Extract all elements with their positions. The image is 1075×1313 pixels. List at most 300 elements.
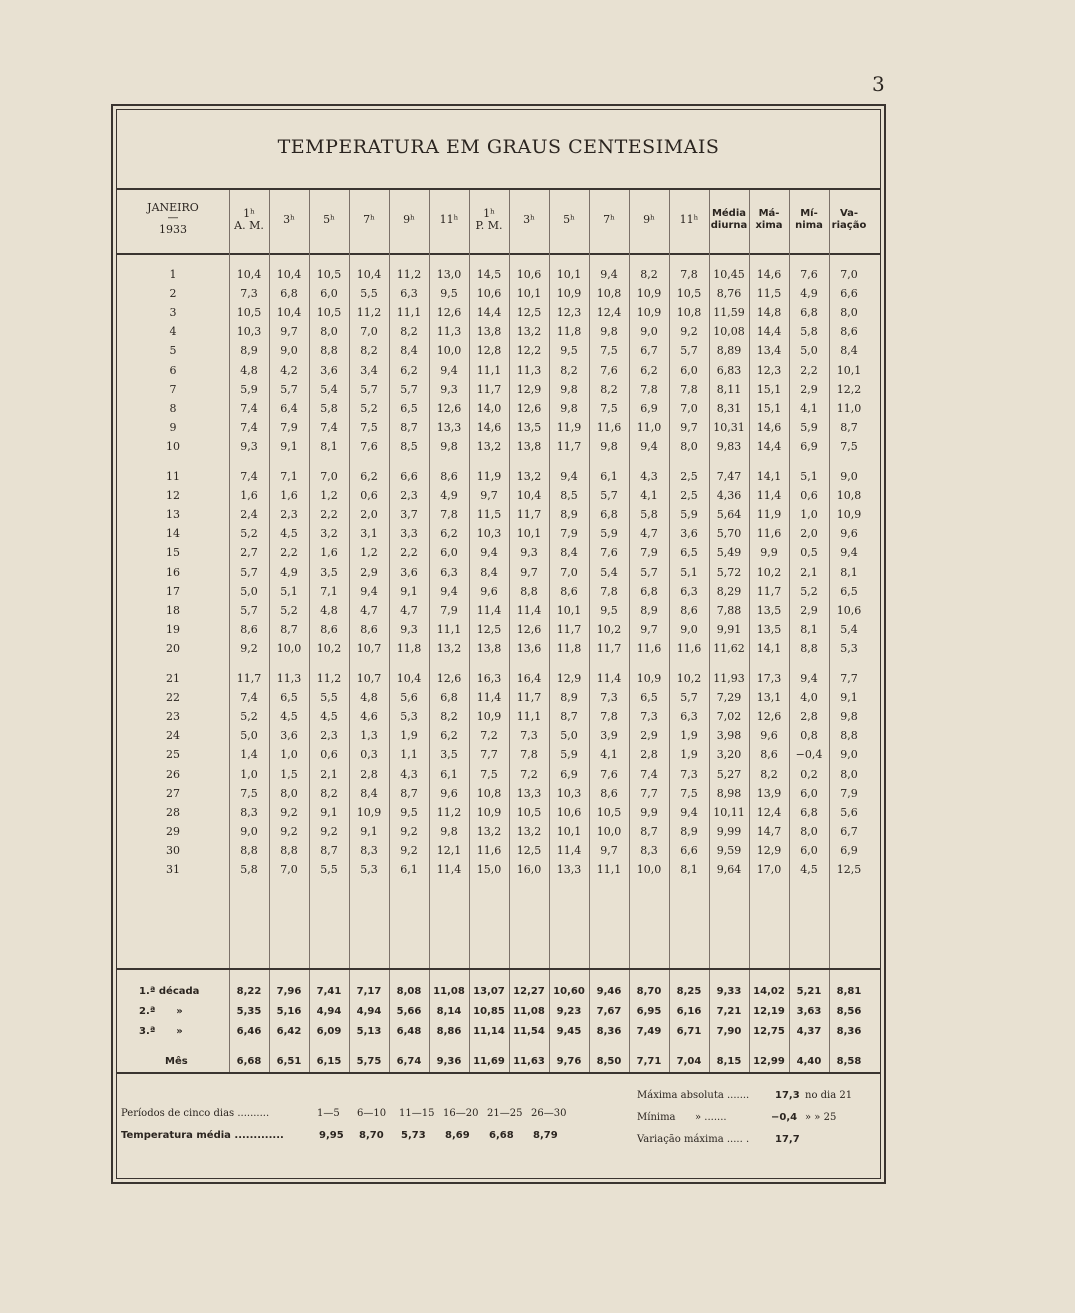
table-cell: 7,6	[800, 268, 818, 281]
table-cell: 7,6	[600, 767, 618, 781]
table-cell: 14,6	[756, 420, 782, 434]
table-cell: 9,0	[840, 748, 858, 762]
table-cell: 8,2	[320, 786, 338, 800]
table-cell: 4,3	[400, 767, 418, 781]
table-cell: 12,6	[516, 622, 542, 636]
table-cell: 7,2	[480, 729, 498, 743]
table-cell: 5,64	[716, 508, 742, 522]
table-cell: 5,7	[680, 691, 698, 705]
table-cell: 9,8	[560, 401, 578, 415]
table-cell: 4,2	[280, 363, 298, 377]
table-cell: 2,2	[400, 546, 418, 560]
table-cell: 11,2	[396, 268, 422, 281]
table-cell: 6,0	[680, 363, 698, 377]
table-cell: 2,2	[800, 363, 818, 377]
table-cell: 13,1	[756, 691, 782, 705]
day-label: 27	[166, 786, 180, 800]
table-cell: 2,0	[360, 508, 378, 522]
table-cell: 8,6	[320, 622, 338, 636]
table-cell: 10,7	[356, 672, 382, 685]
summary-cell: 6,68	[236, 1056, 262, 1067]
table-cell: 10,8	[476, 786, 502, 800]
table-cell: 11,9	[476, 470, 502, 483]
table-cell: 9,7	[600, 843, 618, 857]
table-cell: 6,1	[440, 767, 458, 781]
table-cell: 9,5	[440, 287, 458, 301]
table-cell: 0,2	[800, 767, 818, 781]
table-cell: 13,8	[516, 439, 542, 453]
table-cell: 7,0	[320, 470, 338, 483]
table-cell: 13,9	[756, 786, 782, 800]
table-cell: 13,5	[756, 603, 782, 617]
table-cell: 13,2	[476, 824, 502, 838]
table-cell: 11,9	[556, 420, 582, 434]
table-cell: 5,2	[800, 584, 818, 598]
table-cell: 6,7	[640, 344, 658, 358]
month-label: JANEIRO	[147, 201, 199, 214]
table-cell: 11,3	[276, 672, 302, 685]
table-cell: 11,1	[476, 363, 502, 377]
table-cell: 11,4	[596, 672, 622, 685]
day-label: 7	[169, 382, 177, 396]
table-cell: 11,1	[396, 306, 422, 320]
table-cell: 0,8	[800, 729, 818, 743]
table-cell: 12,5	[836, 863, 862, 876]
day-label: 15	[166, 546, 180, 560]
table-cell: 11,4	[476, 691, 502, 705]
table-cell: 6,0	[800, 786, 818, 800]
table-cell: 13,2	[436, 641, 462, 655]
table-cell: 8,7	[400, 420, 418, 434]
table-cell: 5,2	[240, 527, 258, 541]
summary-cell: 11,69	[473, 1056, 505, 1067]
table-cell: 3,4	[360, 363, 378, 377]
table-cell: 9,8	[560, 382, 578, 396]
table-cell: 6,6	[400, 470, 418, 483]
table-cell: 12,6	[436, 306, 462, 320]
period-mean-temp: 9,95	[319, 1130, 344, 1141]
table-cell: 4,0	[800, 691, 818, 705]
table-cell: 6,2	[360, 470, 378, 483]
table-cell: 9,0	[280, 344, 298, 358]
table-cell: 4,5	[280, 710, 298, 724]
table-cell: 6,0	[800, 843, 818, 857]
table-cell: 0,5	[800, 546, 818, 560]
table-cell: 6,0	[440, 546, 458, 560]
hour-header: 5ʰ	[563, 213, 575, 226]
table-cell: 10,45	[713, 268, 745, 281]
table-cell: 5,5	[320, 691, 338, 705]
table-cell: 14,8	[756, 306, 782, 320]
table-cell: 5,9	[680, 508, 698, 522]
table-cell: 11,6	[636, 641, 662, 655]
table-cell: 9,7	[680, 420, 698, 434]
month-row-label: Mês	[165, 1056, 188, 1067]
table-cell: 4,1	[600, 748, 618, 762]
table-cell: 8,8	[840, 729, 858, 743]
period-mean-temp: 8,69	[445, 1130, 470, 1141]
table-cell: 9,7	[280, 325, 298, 339]
year-label: 1933	[159, 223, 187, 236]
table-cell: 5,4	[840, 622, 858, 636]
table-cell: 10,0	[596, 824, 622, 838]
table-cell: 10,8	[596, 287, 622, 301]
table-cell: 6,3	[680, 584, 698, 598]
table-cell: 1,1	[400, 748, 418, 762]
table-cell: 9,2	[320, 824, 338, 838]
table-cell: 3,20	[716, 748, 742, 762]
table-cell: 12,4	[596, 306, 622, 320]
hour-header: 5ʰ	[323, 213, 335, 226]
table-cell: 8,7	[280, 622, 298, 636]
table-cell: 13,5	[516, 420, 542, 434]
summary-cell: 8,22	[236, 986, 262, 997]
table-cell: 5,0	[800, 344, 818, 358]
table-cell: 0,3	[360, 748, 378, 762]
table-cell: 7,4	[240, 691, 258, 705]
table-cell: 8,4	[360, 786, 378, 800]
table-cell: 3,9	[600, 729, 618, 743]
table-cell: 5,1	[800, 470, 818, 483]
table-cell: 3,2	[320, 527, 338, 541]
table-cell: 6,9	[800, 439, 818, 453]
table-cell: 9,6	[840, 527, 858, 541]
table-cell: 5,1	[680, 565, 698, 579]
table-cell: 9,5	[560, 344, 578, 358]
day-label: 30	[166, 843, 180, 857]
table-cell: 4,3	[640, 470, 658, 483]
table-cell: 6,0	[320, 287, 338, 301]
summary-cell: 6,42	[276, 1026, 302, 1037]
table-cell: 5,49	[716, 546, 742, 560]
table-cell: 10,0	[636, 863, 662, 876]
day-label: 31	[166, 863, 180, 876]
day-label: 16	[166, 565, 180, 579]
summary-separator	[117, 968, 880, 970]
table-cell: 14,0	[476, 401, 502, 415]
table-cell: 9,5	[400, 805, 418, 819]
table-cell: 10,9	[476, 805, 502, 819]
table-cell: 4,9	[800, 287, 818, 301]
table-cell: 11,7	[596, 641, 622, 655]
table-title: TEMPERATURA EM GRAUS CENTESIMAIS	[277, 136, 720, 158]
table-cell: 2,5	[680, 470, 698, 483]
table-cell: 11,0	[836, 401, 862, 415]
table-cell: 8,4	[560, 546, 578, 560]
table-cell: 9,8	[600, 439, 618, 453]
temperatura-media-label: Temperatura média .............	[121, 1130, 284, 1141]
table-cell: 7,5	[840, 439, 858, 453]
summary-cell: 7,21	[716, 1006, 742, 1017]
table-cell: 5,6	[840, 805, 858, 819]
period-mean-temp: 5,73	[401, 1130, 426, 1141]
table-cell: 5,0	[240, 729, 258, 743]
table-cell: 10,1	[556, 603, 582, 617]
summary-cell: 9,45	[556, 1026, 582, 1037]
table-cell: 12,6	[756, 710, 782, 724]
table-cell: 9,4	[440, 363, 458, 377]
table-cell: 11,5	[756, 287, 782, 301]
table-cell: 10,6	[516, 268, 542, 281]
table-cell: 2,4	[240, 508, 258, 522]
table-cell: 10,0	[436, 344, 462, 358]
table-cell: 11,2	[436, 805, 462, 819]
table-cell: 9,1	[360, 824, 378, 838]
table-cell: 12,6	[436, 401, 462, 415]
table-cell: 1,9	[680, 748, 698, 762]
min-label: Mínima	[637, 1112, 676, 1123]
table-cell: 8,0	[280, 786, 298, 800]
summary-cell: 5,35	[236, 1006, 262, 1017]
table-cell: 6,8	[800, 805, 818, 819]
table-cell: 7,7	[480, 748, 498, 762]
table-cell: 8,5	[400, 439, 418, 453]
table-cell: 5,7	[240, 603, 258, 617]
table-cell: 6,4	[280, 401, 298, 415]
table-cell: 8,9	[680, 824, 698, 838]
table-cell: 10,5	[316, 268, 342, 281]
table-cell: 5,7	[640, 565, 658, 579]
summary-cell: 6,48	[396, 1026, 422, 1037]
hour-header: 9ʰ	[643, 213, 655, 226]
table-cell: 5,2	[240, 710, 258, 724]
table-cell: 12,9	[756, 843, 782, 857]
table-cell: 4,6	[360, 710, 378, 724]
table-cell: 11,8	[396, 641, 422, 655]
table-cell: 9,9	[640, 805, 658, 819]
summary-cell: 7,96	[276, 986, 302, 997]
table-cell: 6,3	[440, 565, 458, 579]
table-cell: 5,5	[320, 863, 338, 876]
table-cell: 3,98	[716, 729, 742, 743]
table-cell: 3,6	[400, 565, 418, 579]
table-cell: 5,6	[400, 691, 418, 705]
table-cell: 10,5	[596, 805, 622, 819]
table-cell: 7,8	[680, 268, 698, 281]
var-value: 17,7	[775, 1134, 800, 1145]
table-cell: 9,7	[640, 622, 658, 636]
table-cell: 7,3	[680, 767, 698, 781]
day-label: 25	[166, 748, 180, 762]
table-cell: 6,5	[280, 691, 298, 705]
table-cell: 8,2	[560, 363, 578, 377]
day-label: 24	[166, 729, 180, 743]
table-cell: 11,7	[556, 622, 582, 636]
table-cell: 7,5	[600, 401, 618, 415]
table-cell: 1,0	[280, 748, 298, 762]
summary-cell: 3,63	[796, 1006, 822, 1017]
table-cell: 12,3	[756, 363, 782, 377]
minima-header: nima	[795, 220, 823, 231]
table-cell: 10,6	[476, 287, 502, 301]
table-cell: 5,7	[400, 382, 418, 396]
table-cell: 10,4	[236, 268, 262, 281]
max-abs-day: no dia 21	[805, 1090, 853, 1101]
table-cell: 2,9	[800, 603, 818, 617]
table-cell: 4,5	[800, 863, 818, 876]
table-cell: −0,4	[795, 748, 823, 762]
table-cell: 6,2	[440, 729, 458, 743]
table-cell: 6,1	[600, 470, 618, 483]
table-cell: 5,0	[240, 584, 258, 598]
table-cell: 8,6	[760, 748, 778, 762]
table-cell: 9,6	[480, 584, 498, 598]
table-cell: 8,1	[840, 565, 858, 579]
table-cell: 7,5	[240, 786, 258, 800]
table-cell: 7,8	[640, 382, 658, 396]
table-cell: 8,3	[360, 843, 378, 857]
table-cell: 11,4	[436, 863, 462, 876]
table-cell: 7,8	[600, 584, 618, 598]
table-cell: 4,7	[400, 603, 418, 617]
table-cell: 11,7	[516, 508, 542, 522]
table-cell: 14,4	[756, 325, 782, 339]
table-cell: 8,1	[680, 863, 698, 876]
summary-cell: 4,37	[796, 1026, 822, 1037]
table-cell: 11,2	[356, 306, 382, 320]
summary-cell: 4,94	[356, 1006, 382, 1017]
hour-header: P. M.	[475, 219, 503, 232]
period-range: 16—20	[443, 1108, 479, 1119]
table-cell: 7,47	[716, 470, 742, 483]
table-cell: 13,2	[476, 439, 502, 453]
table-cell: 11,6	[676, 641, 702, 655]
table-cell: 12,9	[516, 382, 542, 396]
day-label: 23	[166, 710, 180, 724]
table-cell: 11,59	[713, 306, 745, 320]
table-cell: 17,3	[756, 672, 782, 685]
summary-cell: 9,36	[436, 1056, 462, 1067]
table-cell: 4,7	[360, 603, 378, 617]
table-cell: 9,8	[840, 710, 858, 724]
summary-cell: 11,63	[513, 1056, 545, 1067]
table-cell: 3,6	[280, 729, 298, 743]
table-cell: 7,02	[716, 710, 742, 724]
table-cell: 11,4	[476, 603, 502, 617]
table-cell: 11,62	[713, 641, 745, 655]
table-cell: 6,9	[560, 767, 578, 781]
table-cell: 9,8	[600, 325, 618, 339]
decade-label: 3.ª »	[139, 1026, 183, 1037]
variacao-header: Va-	[839, 208, 859, 219]
table-cell: 7,0	[360, 325, 378, 339]
table-cell: 6,3	[680, 710, 698, 724]
table-cell: 8,2	[400, 325, 418, 339]
table-cell: 10,3	[236, 325, 262, 339]
table-cell: 10,2	[676, 672, 702, 685]
table-cell: 9,3	[240, 439, 258, 453]
period-mean-temp: 8,70	[359, 1130, 384, 1141]
table-cell: 7,6	[600, 363, 618, 377]
table-cell: 13,2	[516, 824, 542, 838]
summary-cell: 10,60	[553, 986, 585, 997]
day-label: 10	[166, 439, 180, 453]
table-cell: 16,0	[516, 863, 542, 876]
table-cell: 5,8	[800, 325, 818, 339]
table-cell: 5,4	[600, 565, 618, 579]
table-cell: 9,59	[716, 843, 742, 857]
day-label: 13	[166, 508, 180, 522]
day-label: 29	[166, 824, 180, 838]
max-abs-value: 17,3	[775, 1090, 800, 1101]
table-cell: 8,8	[520, 584, 538, 598]
table-cell: 6,8	[440, 691, 458, 705]
table-cell: 1,4	[240, 748, 258, 762]
summary-cell: 8,36	[596, 1026, 622, 1037]
table-cell: 1,0	[240, 767, 258, 781]
hour-header: 7ʰ	[363, 213, 375, 226]
table-cell: 7,4	[320, 420, 338, 434]
table-cell: 8,9	[560, 691, 578, 705]
table-cell: 8,8	[240, 843, 258, 857]
summary-cell: 9,76	[556, 1056, 582, 1067]
day-label: 17	[166, 584, 180, 598]
table-cell: 6,9	[640, 401, 658, 415]
table-cell: 6,5	[680, 546, 698, 560]
period-range: 21—25	[487, 1108, 523, 1119]
day-label: 20	[166, 641, 180, 655]
table-cell: 9,6	[440, 786, 458, 800]
summary-cell: 8,25	[676, 986, 702, 997]
table-cell: 14,6	[476, 420, 502, 434]
table-cell: 10,4	[356, 268, 382, 281]
summary-cell: 14,02	[753, 986, 785, 997]
table-cell: 10,5	[516, 805, 542, 819]
minima-header: Mí-	[800, 208, 818, 219]
variacao-header: riação	[831, 220, 867, 231]
table-cell: 8,9	[240, 344, 258, 358]
table-cell: 9,9	[760, 546, 778, 560]
table-cell: 9,5	[600, 603, 618, 617]
table-cell: 3,5	[440, 748, 458, 762]
day-label: 21	[166, 672, 180, 685]
table-cell: 4,8	[360, 691, 378, 705]
table-cell: 5,3	[360, 863, 378, 876]
table-cell: 13,2	[516, 470, 542, 483]
table-cell: 10,1	[556, 824, 582, 838]
table-cell: 6,5	[840, 584, 858, 598]
table-cell: 11,3	[436, 325, 462, 339]
period-range: 26—30	[531, 1108, 567, 1119]
table-cell: 4,1	[640, 489, 658, 503]
table-cell: 6,8	[600, 508, 618, 522]
table-cell: 14,1	[756, 641, 782, 655]
summary-cell: 8,58	[836, 1056, 862, 1067]
day-label: 8	[169, 401, 177, 415]
table-cell: 9,0	[240, 824, 258, 838]
day-label: 2	[169, 287, 177, 301]
table-cell: 2,8	[800, 710, 818, 724]
table-cell: 15,1	[756, 382, 782, 396]
table-cell: 5,7	[680, 344, 698, 358]
summary-cell: 4,40	[796, 1056, 822, 1067]
table-cell: 12,3	[556, 306, 582, 320]
table-cell: 9,91	[716, 622, 742, 636]
table-cell: 11,7	[476, 382, 502, 396]
table-cell: 7,9	[560, 527, 578, 541]
table-cell: 11,6	[756, 527, 782, 541]
table-cell: 9,1	[320, 805, 338, 819]
table-cell: 11,4	[756, 489, 782, 503]
summary-cell: 8,56	[836, 1006, 862, 1017]
table-cell: 5,9	[600, 527, 618, 541]
table-cell: 10,9	[556, 287, 582, 301]
table-cell: 2,1	[320, 767, 338, 781]
media-diurna-header: diurna	[710, 220, 748, 231]
table-cell: 7,4	[240, 470, 258, 483]
min-day: » » 25	[805, 1112, 837, 1123]
hour-header: A. M.	[234, 219, 264, 232]
